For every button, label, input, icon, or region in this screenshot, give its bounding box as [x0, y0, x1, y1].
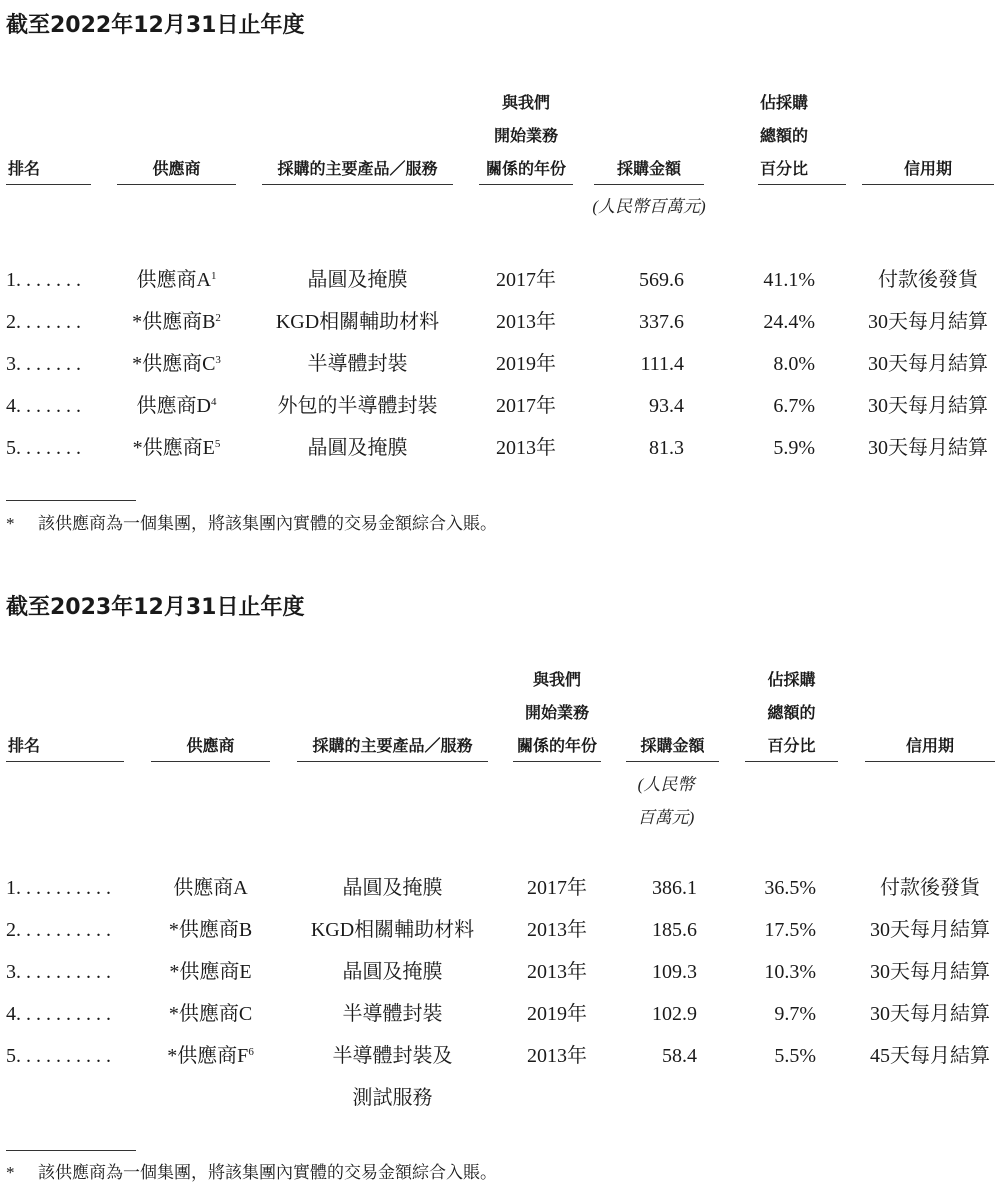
- purchase-percentage: 8.0%: [773, 353, 815, 375]
- relationship-year: 2013年: [527, 961, 587, 983]
- purchase-percentage: 9.7%: [774, 1003, 816, 1025]
- rank: 5. . . . . . .: [6, 437, 81, 459]
- header-credit: 信用期: [905, 736, 954, 755]
- header-supplier: 供應商: [152, 159, 201, 178]
- rank: 2. . . . . . .: [6, 311, 81, 333]
- purchase-amount: 109.3: [652, 961, 697, 983]
- footnote-rule: [6, 500, 136, 501]
- header-product: 採購的主要產品／服務: [277, 159, 438, 178]
- header-relationship-line2: 開始業務: [524, 703, 589, 722]
- header-rule: [117, 184, 236, 185]
- rank: 4. . . . . . . . . .: [6, 1003, 111, 1025]
- rank: 1. . . . . . . . . .: [6, 877, 111, 899]
- rank: 5. . . . . . . . . .: [6, 1045, 111, 1067]
- purchase-amount: 337.6: [639, 311, 684, 333]
- credit-period: 30天每月結算: [870, 919, 990, 941]
- header-rank: 排名: [8, 159, 41, 178]
- purchase-percentage: 10.3%: [764, 961, 816, 983]
- supplier-name: *供應商E: [169, 961, 252, 983]
- relationship-year: 2017年: [496, 269, 556, 291]
- credit-period: 付款後發貨: [880, 877, 980, 899]
- header-supplier: 供應商: [186, 736, 235, 755]
- header-rule: [758, 184, 846, 185]
- supplier-name: *供應商$C^3$: [132, 353, 221, 375]
- supplier-name: *供應商B: [168, 919, 253, 941]
- header-pct-line1: 佔採購: [759, 93, 808, 112]
- product: 晶圓及掩膜: [307, 437, 408, 459]
- credit-period: 付款後發貨: [878, 269, 978, 291]
- purchase-percentage: 17.5%: [764, 919, 816, 941]
- supplier-name: *供應商$F^6$: [167, 1045, 254, 1067]
- header-rank: 排名: [8, 736, 41, 755]
- header-pct-line3: 百分比: [759, 159, 808, 178]
- rank: 2. . . . . . . . . .: [6, 919, 111, 941]
- amount-unit-line2: 百萬元): [637, 808, 695, 827]
- relationship-year: 2017年: [496, 395, 556, 417]
- purchase-percentage: 6.7%: [773, 395, 815, 417]
- product: 晶圓及掩膜: [342, 877, 443, 899]
- purchase-percentage: 41.1%: [763, 269, 815, 291]
- relationship-year: 2019年: [527, 1003, 587, 1025]
- supplier-name: *供應商C: [168, 1003, 253, 1025]
- credit-period: 30天每月結算: [870, 961, 990, 983]
- relationship-year: 2013年: [527, 1045, 587, 1067]
- amount-unit: (人民幣百萬元): [592, 197, 706, 216]
- purchase-percentage: 5.5%: [774, 1045, 816, 1067]
- supplier-name: 供應商$D^4$: [136, 395, 217, 417]
- product: 外包的半導體封裝: [277, 395, 438, 417]
- purchase-percentage: 24.4%: [763, 311, 815, 333]
- header-pct-line2: 總額的: [767, 703, 816, 722]
- header-amount: 採購金額: [616, 159, 681, 178]
- relationship-year: 2013年: [527, 919, 587, 941]
- header-rule: [745, 761, 838, 762]
- header-credit: 信用期: [903, 159, 952, 178]
- header-pct-line1: 佔採購: [767, 670, 816, 689]
- credit-period: 30天每月結算: [870, 1003, 990, 1025]
- relationship-year: 2013年: [496, 311, 556, 333]
- product: KGD相關輔助材料: [275, 311, 440, 333]
- product: 半導體封裝及: [332, 1045, 453, 1067]
- header-rule: [6, 761, 124, 762]
- purchase-amount: 58.4: [662, 1045, 697, 1067]
- header-rule: [262, 184, 453, 185]
- purchase-amount: 102.9: [652, 1003, 697, 1025]
- header-rule: [862, 184, 994, 185]
- purchase-amount: 569.6: [639, 269, 684, 291]
- credit-period: 45天每月結算: [870, 1045, 990, 1067]
- purchase-amount: 93.4: [649, 395, 684, 417]
- product: 晶圓及掩膜: [342, 961, 443, 983]
- rank: 3. . . . . . .: [6, 353, 81, 375]
- purchase-amount: 386.1: [652, 877, 697, 899]
- supplier-name: *供應商$E^5$: [132, 437, 221, 459]
- footnote: * 該供應商為一個集團，將該集團內實體的交易金額綜合入賬。: [6, 1163, 497, 1182]
- credit-period: 30天每月結算: [868, 311, 988, 333]
- header-relationship-line3: 關係的年份: [485, 159, 566, 178]
- header-relationship-line1: 與我們: [532, 670, 581, 689]
- header-pct-line3: 百分比: [767, 736, 816, 755]
- product: KGD相關輔助材料: [310, 919, 475, 941]
- credit-period: 30天每月結算: [868, 353, 988, 375]
- relationship-year: 2019年: [496, 353, 556, 375]
- header-pct-line2: 總額的: [759, 126, 808, 145]
- product: 晶圓及掩膜: [307, 269, 408, 291]
- purchase-amount: 185.6: [652, 919, 697, 941]
- credit-period: 30天每月結算: [868, 395, 988, 417]
- amount-unit-line1: (人民幣: [637, 775, 695, 794]
- header-relationship-line1: 與我們: [501, 93, 550, 112]
- supplier-name: 供應商A: [173, 877, 248, 899]
- header-rule: [151, 761, 270, 762]
- product: 半導體封裝: [307, 353, 408, 375]
- header-rule: [513, 761, 601, 762]
- section-title: 截至2023年12月31日止年度: [6, 595, 305, 620]
- purchase-percentage: 5.9%: [773, 437, 815, 459]
- supplier-name: *供應商$B^2$: [132, 311, 221, 333]
- rank: 4. . . . . . .: [6, 395, 81, 417]
- product-line2: 測試服務: [352, 1087, 433, 1109]
- header-rule: [865, 761, 995, 762]
- section-title: 截至2022年12月31日止年度: [6, 13, 305, 38]
- relationship-year: 2013年: [496, 437, 556, 459]
- rank: 3. . . . . . . . . .: [6, 961, 111, 983]
- header-rule: [6, 184, 91, 185]
- purchase-percentage: 36.5%: [764, 877, 816, 899]
- purchase-amount: 111.4: [640, 353, 684, 375]
- header-rule: [594, 184, 704, 185]
- credit-period: 30天每月結算: [868, 437, 988, 459]
- product: 半導體封裝: [342, 1003, 443, 1025]
- header-amount: 採購金額: [640, 736, 705, 755]
- header-rule: [626, 761, 719, 762]
- footnote: * 該供應商為一個集團，將該集團內實體的交易金額綜合入賬。: [6, 514, 497, 533]
- header-relationship-line3: 關係的年份: [516, 736, 597, 755]
- footnote-rule: [6, 1150, 136, 1151]
- relationship-year: 2017年: [527, 877, 587, 899]
- supplier-name: 供應商$A^1$: [136, 269, 217, 291]
- header-relationship-line2: 開始業務: [493, 126, 558, 145]
- header-product: 採購的主要產品／服務: [312, 736, 473, 755]
- header-rule: [479, 184, 573, 185]
- purchase-amount: 81.3: [649, 437, 684, 459]
- header-rule: [297, 761, 488, 762]
- rank: 1. . . . . . .: [6, 269, 81, 291]
